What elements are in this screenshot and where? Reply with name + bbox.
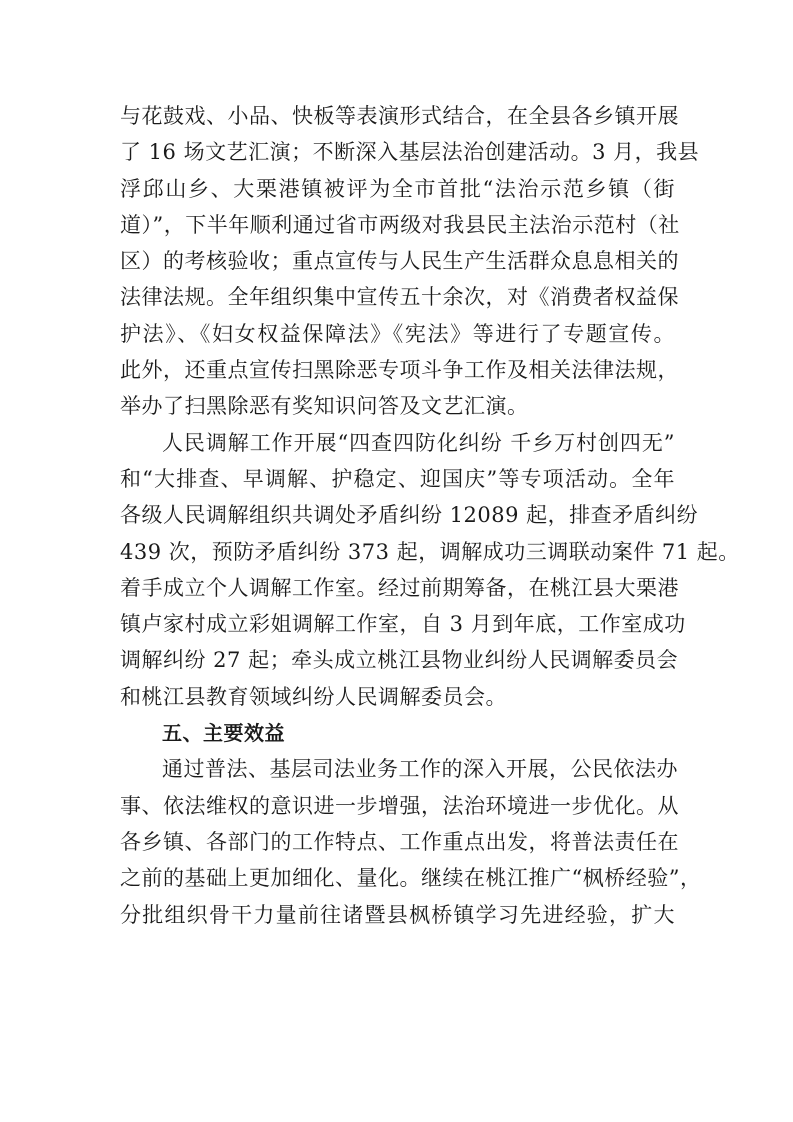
paragraph-publicity [120,98,700,425]
text-line: 人民调解工作开展“四查四防化纠纷 千乡万村创四无” [162,430,675,455]
text-line: 各乡镇、各部门的工作特点、工作重点出发，将普法责任在 [120,829,679,854]
text-line: 与花鼓戏、小品、快板等表演形式结合，在全县各乡镇开展 [120,104,679,128]
text-line: 镇卢家村成立彩姐调解工作室，自 3 月到年底，工作室成功 [120,612,686,637]
text-line: 之前的基础上更加细化、量化。继续在桃江推广“枫桥经验”， [120,866,702,891]
text-line: 道）”，下半年顺利通过省市两级对我县民主法治示范村（社 [120,212,680,237]
text-line: 浮邱山乡、大栗港镇被评为全市首批“法治示范乡镇（街 [120,176,675,201]
paragraph-benefits [120,751,702,932]
text-line: 事、依法维权的意识进一步增强，法治环境进一步优化。从 [120,793,679,818]
text-line: 调解纠纷 27 起；牵头成立桃江县物业纠纷人民调解委员会 [120,648,679,673]
text-line: 和“大排查、早调解、护稳定、迎国庆”等专项活动。全年 [120,466,675,491]
section-heading: 五、主要效益 [162,721,285,746]
text-line: 法律法规。全年组织集中宣传五十余次，对《消费者权益保 [120,285,679,310]
text-line: 和桃江县教育领域纠纷人民调解委员会。 [120,684,507,709]
text-line: 439 次，预防矛盾纠纷 373 起，调解成功三调联动案件 71 起。 [120,539,740,564]
text-line: 举办了扫黑除恶有奖知识问答及文艺汇演。 [120,394,529,419]
text-line: 区）的考核验收；重点宣传与人民生产生活群众息息相关的 [120,249,679,274]
text-line: 着手成立个人调解工作室。经过前期筹备，在桃江县大栗港 [120,575,679,600]
document-body [120,98,740,933]
text-line: 了 16 场文艺汇演；不断深入基层法治创建活动。3 月，我县 [120,140,700,165]
text-line: 此外，还重点宣传扫黑除恶专项斗争工作及相关法律法规， [120,358,679,383]
text-line: 护法》、《妇女权益保障法》《宪法》等进行了专题宣传。 [120,321,675,346]
text-line: 通过普法、基层司法业务工作的深入开展，公民依法办 [162,757,678,782]
paragraph-mediation [120,425,740,715]
text-line: 各级人民调解组织共调处矛盾纠纷 12089 起，排查矛盾纠纷 [120,503,699,528]
text-line: 分批组织骨干力量前往诸暨县枫桥镇学习先进经验，扩大 [120,902,675,927]
